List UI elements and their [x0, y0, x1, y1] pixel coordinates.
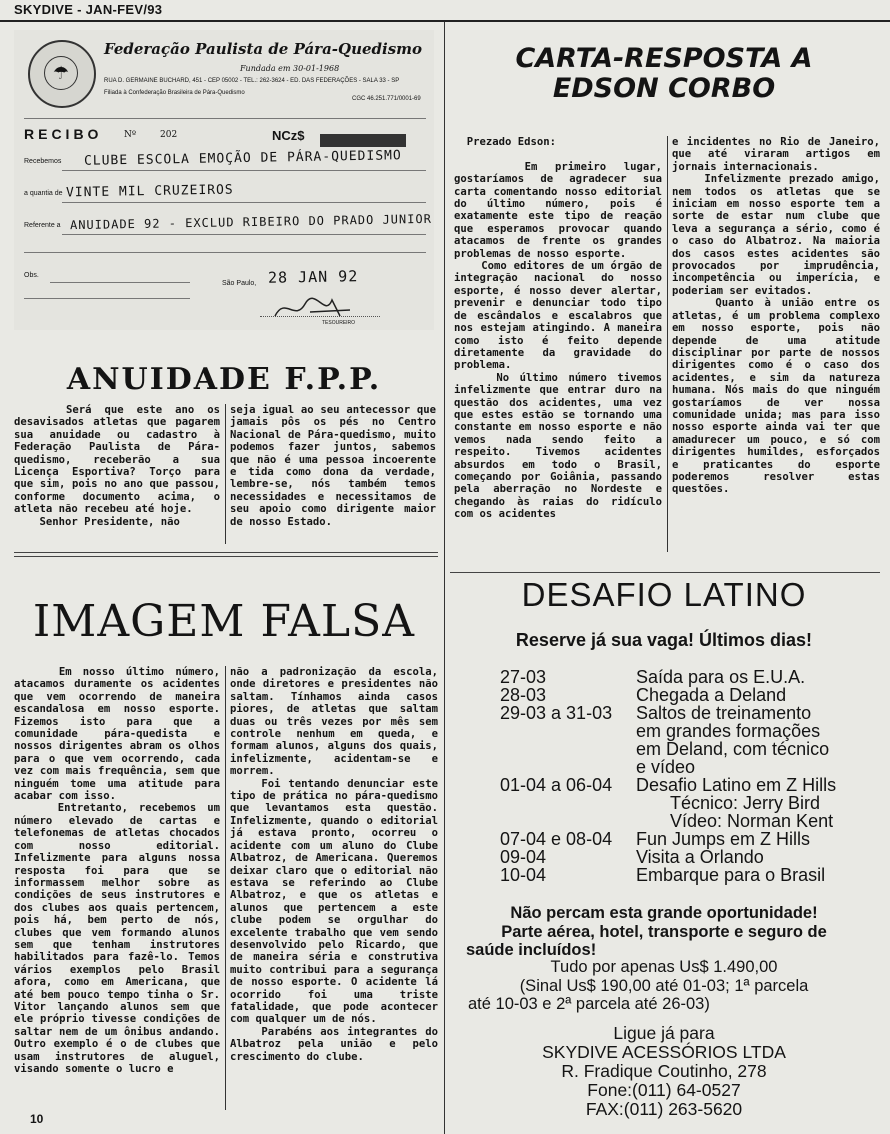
receipt-org-name: Federação Paulista de Pára-Quedismo [104, 40, 423, 58]
column-divider [225, 404, 226, 544]
receipt-affiliation: Filiada à Confederação Brasileira de Pára-Quedismo [104, 90, 245, 96]
receipt-line [62, 170, 426, 171]
receipt-number: 202 [160, 130, 178, 140]
section-rule [14, 556, 438, 557]
schedule-item: Fun Jumps em Z Hills [636, 829, 811, 849]
schedule-item: Embarque para o Brasil [636, 865, 826, 885]
received-from-handwriting: CLUBE ESCOLA EMOÇÃO DE PÁRA-QUEDISMO [83, 148, 402, 169]
company-street: R. Fradique Coutinho, 278 [561, 1061, 767, 1081]
carta-column-1: Prezado Edson: Em primeiro lugar, gostaríamos de agradecer sua carta comentando nosso editorial do último número, pois é exatamente este tipo de reação que esperamos provocar quando atacamos de frente os grandes problemas de nosso esporte. Como editores de um órgão de integração nacional do nosso esporte, é nosso dever alertar, prevenir e denunciar todo tipo de escândalos e escalabros que nos estejam atingindo. A maneira como isto é feito depende diretamente da gravidade do problema. No último número tivemos infelizmente que entrar duro na questão dos acidentes, uma vez que estes estão se tornando uma constante em nosso esporte e não vemos nada sendo feito a respeito. Tivemos acidentes absurdos em todo o Brasil, começando por Goiânia, passando pela aberração no Nordeste e chegando às raias do ridículo com os acidentes [454, 136, 663, 521]
receipt-title: RECIBO [24, 126, 103, 142]
promo-line: saúde incluídos! [466, 941, 597, 959]
desafio-subtitle: Reserve já sua vaga! Últimos dias! [515, 630, 813, 650]
reference-handwriting: ANUIDADE 92 - EXCLUD RIBEIRO DO PRADO JUNIOR [69, 211, 432, 233]
schedule-item: e vídeo [636, 757, 696, 777]
schedule-item: Saída para os E.U.A. [636, 667, 806, 687]
contact-block [454, 1024, 874, 1119]
schedule-item: em Deland, com técnico [636, 739, 830, 759]
price-block [454, 958, 874, 1014]
schedule-list [500, 668, 880, 888]
receipt-line [50, 282, 190, 283]
schedule-item: Vídeo: Norman Kent [670, 811, 834, 831]
receipt-currency-label: NCz$ [272, 128, 305, 143]
schedule-date: 01-04 a 06-04 [500, 775, 613, 795]
page-center-divider [444, 22, 445, 1134]
schedule-date: 10-04 [500, 865, 547, 885]
promo-block [454, 904, 874, 960]
date-handwriting: 28 JAN 92 [267, 267, 359, 287]
carta-title-line-2: EDSON CORBO [552, 73, 776, 104]
anuidade-column-2: seja igual ao seu antecessor que jamais pôs os pés no Centro Nacional de Pára-quedismo, muito podemos fazer juntos, sabemos que não é uma pessoa incoerente e tida como dona da verdade, lembre-se, nós também temos necessidades e necessitamos de seu apoio como dirigente maior de nosso Estado. [230, 404, 443, 528]
imagem-column-2: não a padronização da escola, onde diretores e presidentes não saltam. Tínhamos ainda casos piores, de atletas que saltam duas ou três vezes por mês sem controle nenhum em queda, e formam alunos, alguns dos quais, infelizmente, acidentam-se e morrem. Foi tentando denunciar este tipo de prática no pára-quedismo que levantamos esta questão. Infelizmente, quando o editorial já estava pronto, ocorreu o acidente com um aluno do Clube Albatroz, de Americana. Queremos deixar claro que o editorial não estava se referindo ao Clube Albatroz, e que os atletas e alunos que pertencem a este clube podem se orgulhar do excelente trabalho que vem sendo desenvolvido pelo Ricardo, que de maneira séria e construtiva muito contribui para a segurança de nosso esporte. O acidente lá ocorrido foi uma triste fatalidade, que pode acontecer com qualquer um de nós. Parabéns aos integrantes do Albatroz pela união e pelo crescimento do clube. [230, 666, 438, 1063]
schedule-date: 27-03 [500, 667, 547, 687]
receipt-line [24, 252, 426, 253]
receipt-rule [24, 118, 426, 119]
place-date-label: São Paulo, [222, 280, 257, 287]
price-line: Tudo por apenas Us$ 1.490,00 [550, 958, 778, 976]
carta-title-line-1: CARTA-RESPOSTA A [515, 43, 813, 74]
call-line: Ligue já para [613, 1023, 715, 1043]
receipt-line [62, 202, 426, 203]
parachute-icon: ☂ [44, 56, 78, 90]
schedule-date: 29-03 a 31-03 [500, 703, 613, 723]
schedule-item: Chegada a Deland [636, 685, 787, 705]
installments-line: (Sinal Us$ 190,00 até 01-03; 1ª parcela [519, 976, 809, 995]
company-phone: Fone:(011) 64-0527 [587, 1080, 741, 1100]
schedule-date: 09-04 [500, 847, 547, 867]
page-number: 10 [30, 1112, 44, 1126]
receipt-address: RUA D. GERMAINE BUCHARD, 451 - CEP 05002 - TEL.: 262-3624 - ED. DAS FEDERAÇÕES - SALA 33 - SP [104, 78, 400, 84]
imagem-falsa-heading: IMAGEM FALSA [32, 596, 416, 647]
anuidade-column-1: Será que este ano os desavisados atletas que pagarem sua anuidade ou cadastro à Federação Paulista de Pára-quedismo, receberão a sua Licença Esportiva? Torço para que sim, pois no ano que passou, conforme documento acima, o atleta não recebeu até hoje. Senhor Presidente, não [14, 404, 221, 528]
header-rule [0, 20, 890, 22]
schedule-item: Saltos de treinamento [636, 703, 812, 723]
section-rule [14, 552, 438, 553]
schedule-date: 28-03 [500, 685, 547, 705]
promo-line: Parte aérea, hotel, transporte e seguro de [501, 922, 827, 941]
treasurer-label: TESOUREIRO [322, 320, 356, 326]
receipt-line [24, 298, 190, 299]
promo-line: Não percam esta grande oportunidade! [510, 904, 818, 922]
anuidade-heading: ANUIDADE F.P.P. [66, 362, 382, 397]
carta-heading [450, 44, 878, 104]
receipt-amount-redacted [320, 134, 406, 147]
column-divider [667, 136, 668, 552]
receipt-number-label: Nº [124, 130, 137, 140]
receipt-founded: Fundada em 30-01-1968 [240, 64, 340, 73]
reference-label: Referente a [24, 222, 61, 229]
imagem-column-1: Em nosso último número, atacamos duramente os acidentes que vem ocorrendo de maneira escandalosa em nosso esporte. Fizemos isto para que a comunidade pára-quedista e nossos dirigentes abram os olhos para o que vem ocorrendo, cada vez com mais frequência, sem que ninguém tome uma atitude para acabar com isso. Entretanto, recebemos um número elevado de cartas e telefonemas de atletas chocados com nosso editorial. Infelizmente para alguns nossa resposta foi para que se informassem melhor sobre as condições de seus instrutores e dos clubes aos quais pertencem, pois há, bem perto de nós, clubes que vem formando alunos sem que tenham instrutores habilitados para fazê-lo. Temos vários exemplos pelo Brasil afora, como em Americana, que até bem pouco tempo tinha o Sr. Vitor lançando alunos sem que ele próprio tivesse condições de saltar nem de um ônibus andando. Outro exemplo é o de clubes que usam instrutores de aluguel, visando somente o lucro e [14, 666, 221, 1075]
company-name: SKYDIVE ACESSÓRIOS LTDA [542, 1042, 786, 1062]
section-rule [450, 572, 880, 573]
amount-label: a quantia de [24, 190, 63, 197]
desafio-heading: DESAFIO LATINO [521, 576, 807, 613]
receipt-line [62, 234, 426, 235]
amount-handwriting: VINTE MIL CRUZEIROS [65, 182, 234, 201]
schedule-item: Desafio Latino em Z Hills [636, 775, 837, 795]
column-divider [225, 666, 226, 1110]
schedule-item: Visita a Orlando [636, 847, 764, 867]
schedule-item: Técnico: Jerry Bird [670, 793, 821, 813]
installments-line: até 10-03 e 2ª parcela até 26-03) [468, 995, 710, 1013]
obs-label: Obs. [24, 272, 39, 279]
magazine-header: SKYDIVE - JAN-FEV/93 [14, 2, 163, 17]
carta-column-2: e incidentes no Rio de Janeiro, que até viraram artigos em jornais internacionais. Infelizmente prezado amigo, nem todos os atletas que se iniciam em nosso esporte tem a sorte de estar num clube que leva a segurança a sério, como é o caso do Albatroz. Na maioria dos casos estes acidentes são provocados por imprudência, incompetência ou imperícia, e poderiam ser evitados. Quanto à união entre os atletas, é um problema complexo em nosso esporte, pois não depende de uma atitude disciplinar por parte de nossos dirigentes como é o caso dos acidentes, e sim da natureza humana. Nós mais do que ninguém gostaríamos de ver nossa comunidade unida; mas para isso nosso esporte ainda vai ter que amadurecer um pouco, e só com dirigentes humildes, esforçados e praticantes do esporte poderemos resolver estas questões. [672, 136, 880, 496]
receipt-cgc: CGC 46.251.771/0001-69 [352, 96, 421, 102]
company-fax: FAX:(011) 263-5620 [585, 1099, 743, 1119]
schedule-date: 07-04 e 08-04 [500, 829, 613, 849]
federation-seal-logo [28, 40, 96, 108]
schedule-item: em grandes formações [636, 721, 821, 741]
received-from-label: Recebemos [24, 158, 62, 165]
